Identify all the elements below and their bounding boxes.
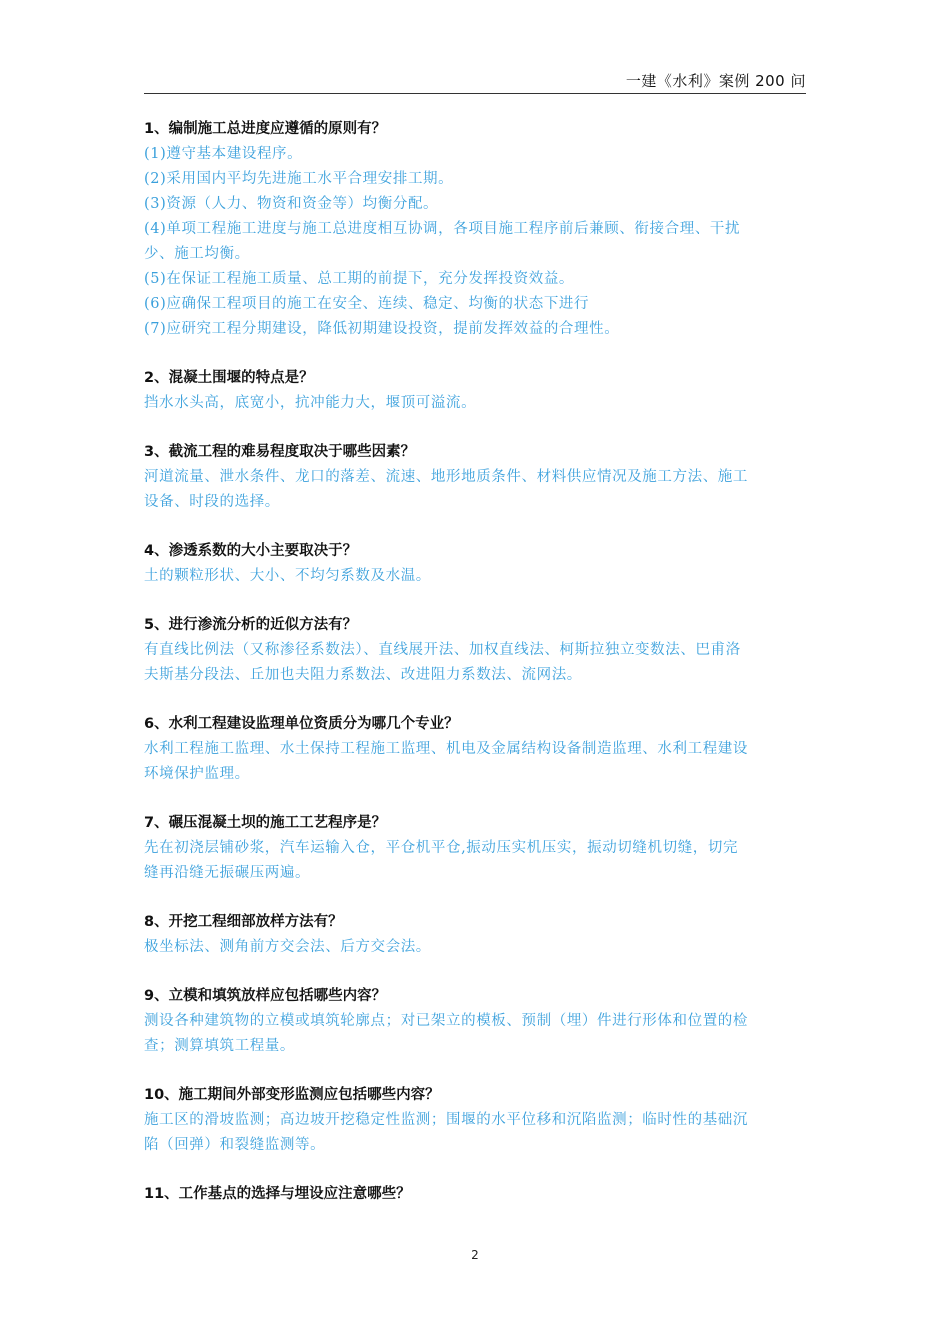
qa-item xyxy=(144,910,808,960)
qa-item xyxy=(144,1182,808,1207)
question-text: 11、工作基点的选择与埋设应注意哪些？ xyxy=(144,1186,411,1202)
qa-item xyxy=(144,984,808,1059)
answer-line: (7)应研究工程分期建设，降低初期建设投资，提前发挥效益的合理性。 xyxy=(144,321,620,337)
answer-line: 缝再沿缝无振碾压两遍。 xyxy=(144,865,311,881)
question-text: 6、水利工程建设监理单位资质分为哪几个专业？ xyxy=(144,716,459,732)
question-text: 9、立模和填筑放样应包括哪些内容？ xyxy=(144,988,387,1004)
question-text: 1、编制施工总进度应遵循的原则有？ xyxy=(144,121,387,137)
question-text: 5、进行渗流分析的近似方法有？ xyxy=(144,617,358,633)
question-text: 3、截流工程的难易程度取决于哪些因素？ xyxy=(144,444,416,460)
qa-item xyxy=(144,117,808,342)
question-text: 8、开挖工程细部放样方法有？ xyxy=(144,914,343,930)
answer-line: 测设各种建筑物的立模或填筑轮廓点；对已架立的模板、预制（埋）件进行形体和位置的检 xyxy=(144,1013,748,1029)
answer-line: 水利工程施工监理、水土保持工程施工监理、机电及金属结构设备制造监理、水利工程建设 xyxy=(144,741,748,757)
answer-line: (1)遵守基本建设程序。 xyxy=(144,146,303,162)
page-header xyxy=(144,66,806,94)
document-body xyxy=(144,117,808,1231)
qa-item xyxy=(144,539,808,589)
qa-item xyxy=(144,440,808,515)
question-text: 7、碾压混凝土坝的施工工艺程序是？ xyxy=(144,815,387,831)
page-number: 2 xyxy=(471,1248,479,1262)
answer-line: 土的颗粒形状、大小、不均匀系数及水温。 xyxy=(144,568,431,584)
answer-line: 夫斯基分段法、丘加也夫阻力系数法、改进阻力系数法、流网法。 xyxy=(144,667,582,683)
answer-line: 河道流量、泄水条件、龙口的落差、流速、地形地质条件、材料供应情况及施工方法、施工 xyxy=(144,469,748,485)
question-text: 2、混凝土围堰的特点是？ xyxy=(144,370,314,386)
answer-line: 查；测算填筑工程量。 xyxy=(144,1038,295,1054)
answer-line: 先在初浇层铺砂浆，汽车运输入仓，平仓机平仓,振动压实机压实，振动切缝机切缝，切完 xyxy=(144,840,739,856)
answer-line: 陷（回弹）和裂缝监测等。 xyxy=(144,1137,326,1153)
answer-line: 极坐标法、测角前方交会法、后方交会法。 xyxy=(144,939,431,955)
answer-line: 施工区的滑坡监测；高边坡开挖稳定性监测；围堰的水平位移和沉陷监测；临时性的基础沉 xyxy=(144,1112,748,1128)
answer-line: 有直线比例法（又称渗径系数法）、直线展开法、加权直线法、柯斯拉独立变数法、巴甫洛 xyxy=(144,642,741,658)
answer-line: (3)资源（人力、物资和资金等）均衡分配。 xyxy=(144,196,439,212)
answer-line: 设备、时段的选择。 xyxy=(144,494,280,510)
qa-item xyxy=(144,366,808,416)
answer-line: 少、施工均衡。 xyxy=(144,246,250,262)
qa-item xyxy=(144,1083,808,1158)
question-text: 10、施工期间外部变形监测应包括哪些内容？ xyxy=(144,1087,440,1103)
answer-line: 环境保护监理。 xyxy=(144,766,250,782)
answer-line: (6)应确保工程项目的施工在安全、连续、稳定、均衡的状态下进行 xyxy=(144,296,590,312)
answer-line: (2)采用国内平均先进施工水平合理安排工期。 xyxy=(144,171,454,187)
qa-item xyxy=(144,811,808,886)
qa-item xyxy=(144,613,808,688)
answer-line: 挡水水头高，底宽小，抗冲能力大，堰顶可溢流。 xyxy=(144,395,477,411)
answer-line: (4)单项工程施工进度与施工总进度相互协调，各项目施工程序前后兼顾、衔接合理、干扰 xyxy=(144,221,741,237)
answer-line: (5)在保证工程施工质量、总工期的前提下，充分发挥投资效益。 xyxy=(144,271,575,287)
question-text: 4、渗透系数的大小主要取决于？ xyxy=(144,543,358,559)
qa-item xyxy=(144,712,808,787)
header-title: 一建《水利》案例 200 问 xyxy=(625,72,806,90)
